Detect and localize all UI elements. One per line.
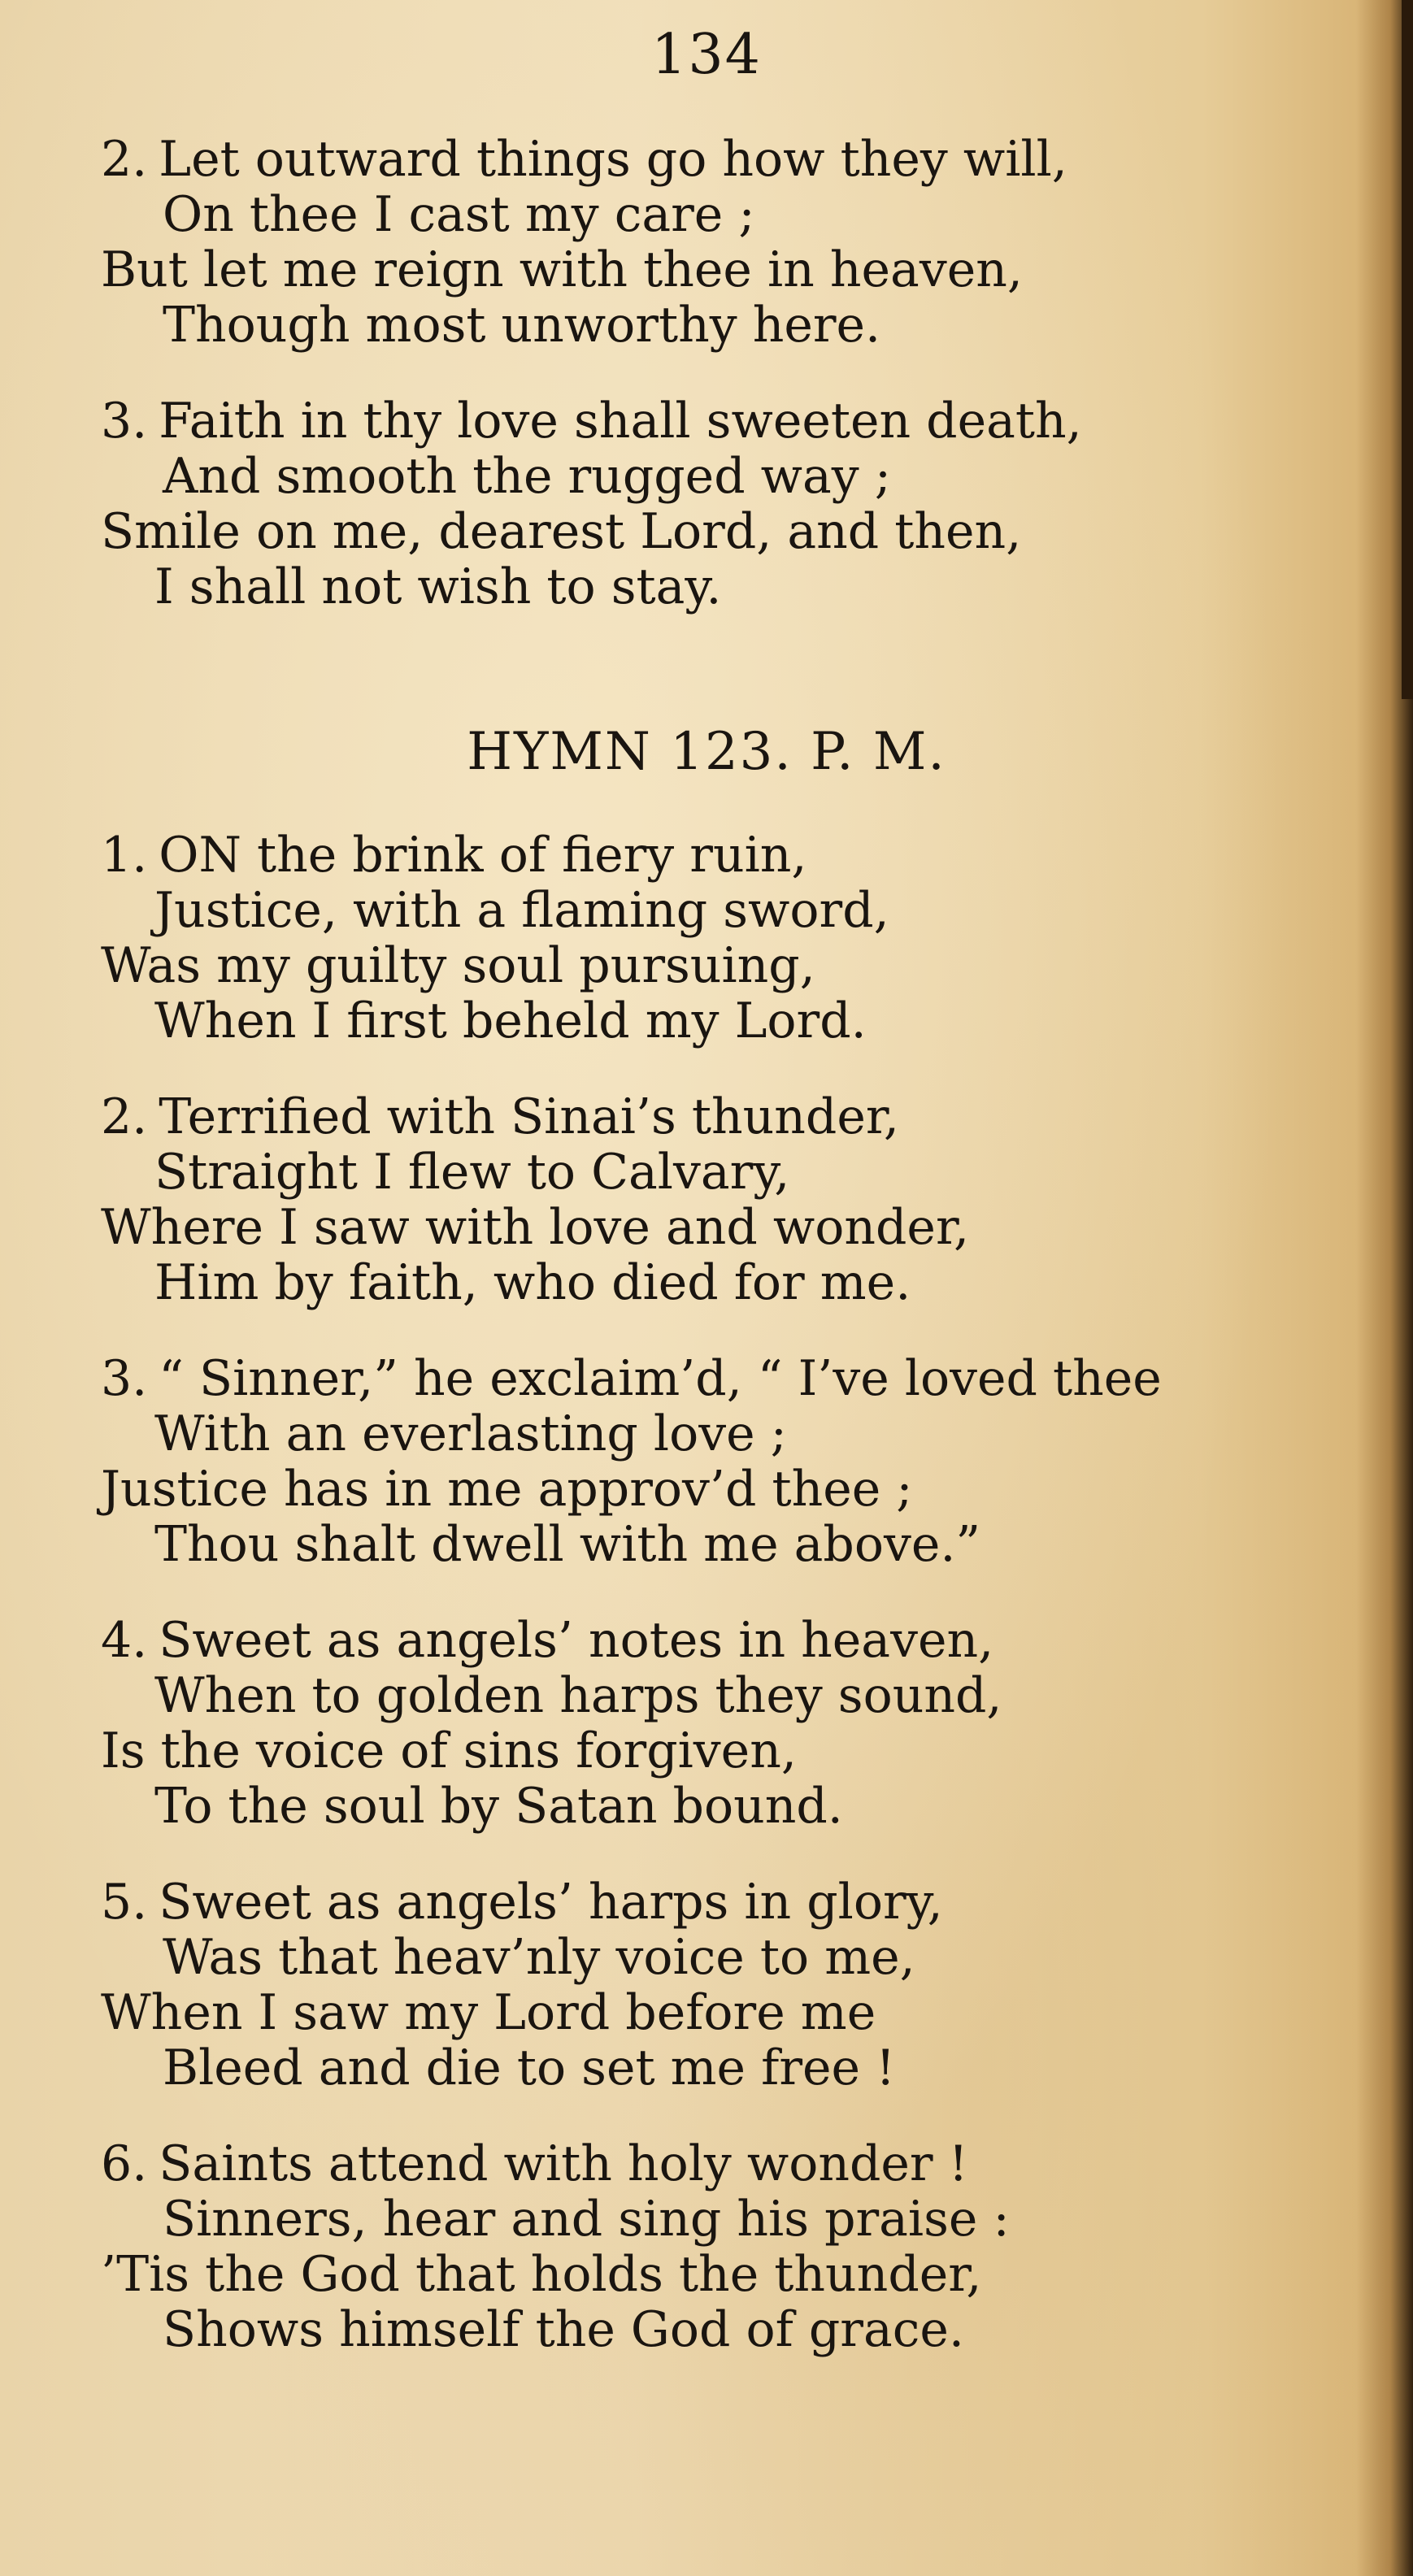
verse-line: ’Tis the God that holds the thunder, [101, 2246, 982, 2303]
verse-line: Though most unworthy here. [163, 297, 881, 354]
verse-line: I shall not wish to stay. [154, 558, 722, 615]
verse-line: Sweet as angels’ notes in heaven, [159, 1612, 994, 1669]
verse-line: Was that heav’nly voice to me, [163, 1929, 915, 1986]
verse-line: Faith in thy love shall sweeten death, [159, 393, 1082, 450]
verse-number: 3. [101, 1350, 148, 1407]
verse-line: Thou shalt dwell with me above.” [154, 1516, 981, 1573]
verse-line: Terrified with Sinai’s thunder, [159, 1088, 900, 1145]
verse-line: Let outward things go how they will, [159, 131, 1067, 188]
verse-line: Justice, with a flaming sword, [154, 882, 889, 939]
previous-hymn-verse-3 [0, 393, 1341, 615]
hymn-verse-3 [0, 1351, 1341, 1572]
verse-line: Was my guilty soul pursuing, [101, 937, 815, 994]
verse-number: 4. [101, 1612, 148, 1669]
hymn-title: HYMN 123. P. M. [467, 722, 946, 782]
verse-line: With an everlasting love ; [154, 1405, 787, 1462]
hymn-verse-2 [0, 1089, 1341, 1310]
verse-line: Where I saw with love and wonder, [101, 1199, 970, 1256]
verse-line: And smooth the rugged way ; [163, 448, 891, 505]
verse-line: Smile on me, dearest Lord, and then, [101, 503, 1022, 560]
verse-line: Sinners, hear and sing his praise : [163, 2191, 1010, 2248]
verse-line: Justice has in me approv’d thee ; [101, 1461, 913, 1518]
verse-line: Saints attend with holy wonder ! [159, 2135, 968, 2192]
hymn-verse-4 [0, 1613, 1341, 1834]
verse-line: Him by faith, who died for me. [154, 1254, 911, 1311]
previous-hymn-verse-2 [0, 132, 1341, 353]
verse-line: To the soul by Satan bound. [154, 1778, 843, 1835]
verse-line: On thee I cast my care ; [163, 186, 755, 243]
verse-line: When I saw my Lord before me [101, 1984, 876, 2041]
verse-number: 6. [101, 2135, 148, 2192]
verse-line: Sweet as angels’ harps in glory, [159, 1874, 943, 1931]
verse-line: Shows himself the God of grace. [163, 2301, 964, 2358]
page-spine-edge [1402, 0, 1413, 699]
verse-number: 1. [101, 827, 148, 884]
hymn-verse-5 [0, 1874, 1341, 2096]
hymn-verse-6 [0, 2136, 1341, 2357]
verse-line: Is the voice of sins forgiven, [101, 1722, 797, 1779]
verse-number: 2. [101, 131, 148, 188]
verse-line: “ Sinner,” he exclaim’d, “ I’ve loved thee [159, 1350, 1162, 1407]
verse-number: 3. [101, 393, 148, 450]
verse-line: When to golden harps they sound, [154, 1667, 1002, 1724]
verse-number: 5. [101, 1874, 148, 1931]
verse-line: Bleed and die to set me free ! [163, 2040, 896, 2096]
verse-line: ON the brink of fiery ruin, [159, 827, 807, 884]
hymn-verse-1 [0, 828, 1341, 1049]
verse-line: But let me reign with thee in heaven, [101, 241, 1023, 298]
verse-line: When I first beheld my Lord. [154, 993, 867, 1049]
page-number: 134 [651, 23, 762, 87]
verse-line: Straight I flew to Calvary, [154, 1144, 790, 1201]
verse-number: 2. [101, 1088, 148, 1145]
